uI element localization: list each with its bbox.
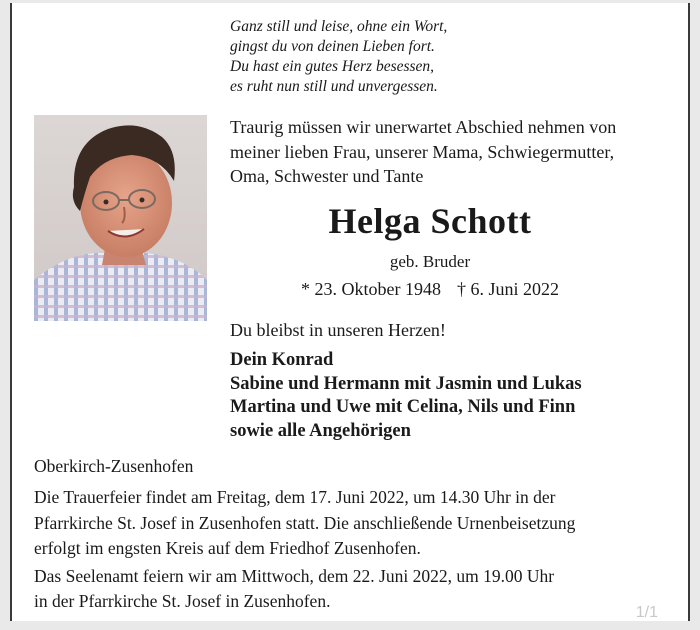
funeral-info bbox=[34, 485, 684, 562]
death-date: † 6. Juni 2022 bbox=[456, 279, 559, 299]
poem-line: Du hast ein gutes Herz besessen, bbox=[230, 58, 435, 75]
mourner-line: Sabine und Hermann mit Jasmin und Lukas bbox=[230, 373, 582, 394]
portrait-photo bbox=[34, 115, 207, 321]
page-indicator: 1/1 bbox=[635, 604, 658, 621]
announcement-text bbox=[230, 115, 680, 189]
obituary-notice bbox=[10, 3, 690, 621]
funeral-line: Die Trauerfeier findet am Freitag, dem 17. Juni 2022, um 14.30 Uhr in der bbox=[34, 487, 556, 507]
memorial-poem bbox=[230, 17, 630, 97]
mourner-line: Martina und Uwe mit Celina, Nils und Finn bbox=[230, 397, 576, 417]
place-name: Oberkirch-Zusenhofen bbox=[34, 456, 194, 476]
remembrance-line: Du bleibst in unseren Herzen! bbox=[230, 320, 446, 340]
mass-line: Das Seelenamt feiern wir am Mittwoch, dem 22. Juni 2022, um 19.00 Uhr bbox=[34, 566, 555, 586]
birth-date: * 23. Oktober 1948 bbox=[301, 279, 441, 299]
mass-line: in der Pfarrkirche St. Josef in Zusenhofen. bbox=[34, 591, 331, 611]
announcement-line: Traurig müssen wir unerwartet Abschied nehmen von bbox=[230, 117, 617, 137]
poem-line: es ruht nun still und unvergessen. bbox=[230, 78, 438, 95]
announcement-line: meiner lieben Frau, unserer Mama, Schwiegermutter, bbox=[230, 141, 615, 162]
announcement-line: Oma, Schwester und Tante bbox=[230, 166, 424, 186]
requiem-mass-info bbox=[34, 564, 684, 614]
mourners-list bbox=[230, 349, 685, 443]
life-dates bbox=[230, 277, 630, 301]
maiden-name: geb. Bruder bbox=[389, 252, 471, 271]
funeral-line: Pfarrkirche St. Josef in Zusenhofen statt. Die anschließende Urnenbeisetzung bbox=[34, 512, 576, 533]
mourner-line: Dein Konrad bbox=[230, 350, 334, 370]
mourner-line: sowie alle Angehörigen bbox=[230, 420, 411, 441]
funeral-line: erfolgt im engsten Kreis auf dem Friedhof Zusenhofen. bbox=[34, 538, 421, 558]
poem-line: Ganz still und leise, ohne ein Wort, bbox=[230, 18, 448, 35]
poem-line: gingst du von deinen Lieben fort. bbox=[230, 38, 435, 55]
deceased-name: Helga Schott bbox=[328, 201, 532, 241]
